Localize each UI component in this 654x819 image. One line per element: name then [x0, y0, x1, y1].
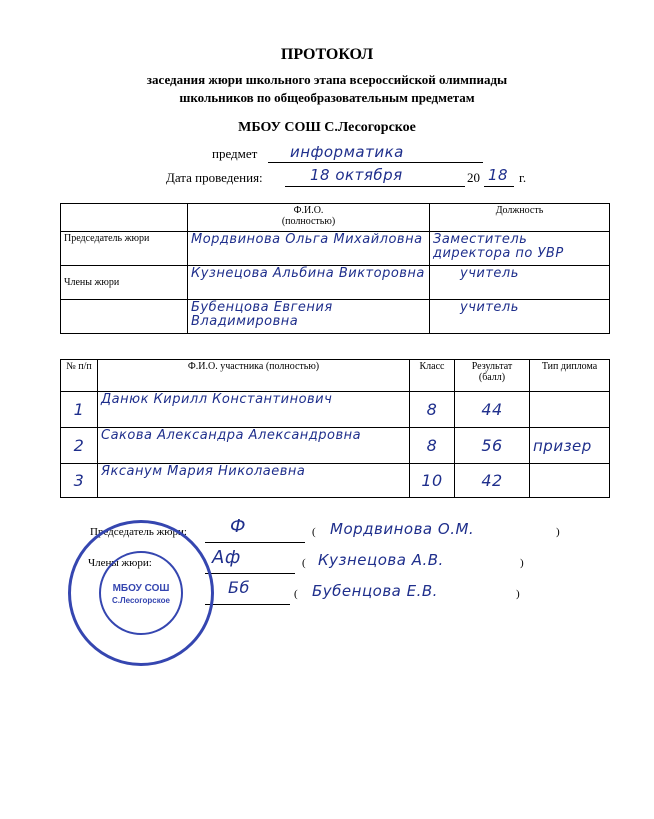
participant-class-header: Класс [410, 360, 455, 392]
year-prefix: 20 [467, 170, 480, 185]
participant-result: 42 [455, 464, 530, 498]
jury-table [60, 203, 610, 334]
chair-paren-open: ( [312, 526, 316, 538]
year-suffix: г. [519, 170, 527, 185]
participant-result: 44 [455, 392, 530, 428]
jury-position: Заместитель директора по УВР [430, 232, 610, 266]
jury-name-header-label: Ф.И.О. [293, 205, 324, 216]
stamp-text-sub: С.Лесогорское [112, 596, 170, 605]
member2-name: Бубенцова Е.В. [312, 582, 438, 600]
table-row [61, 464, 610, 498]
participant-num-header: № п/п [61, 360, 98, 392]
participant-diploma [530, 464, 610, 498]
jury-position-header: Должность [430, 204, 610, 232]
document-subtitle-line1: заседания жюри школьного этапа всероссийской олимпиады [146, 72, 508, 87]
jury-position: учитель [430, 266, 610, 300]
table-row [61, 392, 610, 428]
member1-paren-close: ) [520, 557, 524, 569]
participant-class: 8 [410, 392, 455, 428]
participant-diploma-header: Тип диплома [530, 360, 610, 392]
participant-name: Сакова Александра Александровна [98, 428, 410, 464]
stamp-text-main: МБОУ СОШ [112, 583, 170, 594]
chair-sign-line [205, 526, 305, 543]
participant-diploma [530, 392, 610, 428]
subject-label: предмет [212, 146, 258, 161]
member2-signature-icon: Бб [228, 578, 250, 597]
date-value: 18 октября [310, 166, 403, 184]
chair-name: Мордвинова О.М. [330, 520, 475, 538]
jury-position: учитель [430, 300, 610, 334]
jury-name: Кузнецова Альбина Викторовна [188, 266, 430, 300]
jury-role [61, 300, 188, 334]
members-sign-label: Члены жюри: [88, 557, 152, 569]
jury-name: Бубенцова Евгения Владимировна [188, 300, 430, 334]
chair-signature-icon: Ф [230, 516, 246, 537]
school-name: МБОУ СОШ С.Лесогорское [238, 120, 416, 135]
participants-table [60, 359, 610, 498]
jury-name-header [188, 204, 430, 232]
jury-name-header-sub: (полностью) [281, 216, 336, 227]
participant-class: 8 [410, 428, 455, 464]
school-stamp-icon [68, 520, 214, 666]
participant-num: 1 [61, 392, 98, 428]
document-title: ПРОТОКОЛ [280, 46, 374, 63]
table-row [61, 300, 610, 334]
member2-paren-close: ) [516, 588, 520, 600]
participant-class: 10 [410, 464, 455, 498]
member2-paren-open: ( [294, 588, 298, 600]
participant-num: 3 [61, 464, 98, 498]
jury-name: Мордвинова Ольга Михайловна [188, 232, 430, 266]
participant-name: Данюк Кирилл Константинович [98, 392, 410, 428]
table-row [61, 428, 610, 464]
participant-diploma: призер [530, 428, 610, 464]
jury-role: Председатель жюри [61, 232, 188, 266]
participant-result-header: Результат (балл) [455, 360, 530, 392]
date-label: Дата проведения: [166, 170, 263, 185]
member1-name: Кузнецова А.В. [318, 551, 444, 569]
table-row [61, 266, 610, 300]
subject-value: информатика [290, 143, 404, 161]
jury-role: Члены жюри [61, 266, 188, 300]
jury-role-header [61, 204, 188, 232]
participant-num: 2 [61, 428, 98, 464]
participant-name-header: Ф.И.О. участника (полностью) [98, 360, 410, 392]
year-value: 18 [488, 166, 509, 184]
participant-name: Яксанум Мария Николаевна [98, 464, 410, 498]
member1-paren-open: ( [302, 557, 306, 569]
chair-sign-label: Председатель жюри: [90, 526, 187, 538]
chair-paren-close: ) [556, 526, 560, 538]
document-subtitle-line2: школьников по общеобразовательным предметам [179, 90, 475, 105]
participant-result: 56 [455, 428, 530, 464]
member1-signature-icon: Аф [212, 547, 241, 568]
table-row [61, 232, 610, 266]
